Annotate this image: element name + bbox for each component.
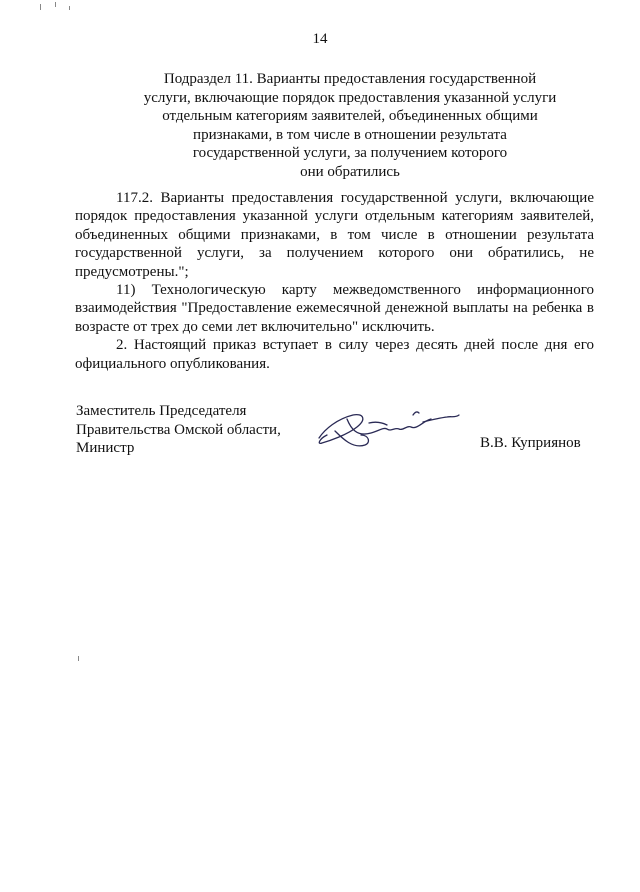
section-heading-line: отдельным категориям заявителей, объединенных общими	[162, 108, 538, 125]
section-heading-line: они обратились	[300, 163, 400, 180]
section-heading-line: признаками, в том числе в отношении результата	[193, 126, 507, 143]
paragraph-variants: 117.2. Варианты предоставления государственной услуги, включающие порядок предоставления указанной услуги отдельным категориям заявителей, объединенных общими признаками, в том числе в отношении результата государственной услуги, за получением которого они обратились, не предусмотрены.";	[75, 190, 594, 280]
paragraph-tech-card: 11) Технологическую карту межведомственного информационного взаимодействия "Предоставление ежемесячной денежной выплаты на ребенка в возрасте от трех до семи лет включительно" исключить.	[75, 282, 594, 335]
section-heading-line: государственной услуги, за получением которого	[192, 145, 508, 162]
scan-mark-left-margin	[78, 656, 79, 661]
scan-mark-top-left-3	[69, 6, 70, 10]
signatory-title-line: Заместитель Председателя	[76, 403, 247, 419]
scan-mark-top-left-2	[55, 2, 56, 7]
section-heading-line: Подраздел 11. Варианты предоставления государственной	[163, 71, 537, 87]
section-heading-line: услуги, включающие порядок предоставления указанной услуги	[143, 89, 557, 106]
signatory-title	[76, 402, 281, 458]
signatory-name: В.В. Куприянов	[480, 435, 581, 451]
scan-mark-top-left	[40, 4, 41, 10]
signatory-title-line: Правительства Омской области,	[76, 421, 281, 438]
signatory-title-line: Министр	[76, 440, 135, 457]
section-heading	[140, 70, 560, 182]
page-number: 14	[312, 31, 328, 47]
paragraph-effective-date: 2. Настоящий приказ вступает в силу через десять дней после дня его официального опубликования.	[75, 337, 594, 372]
handwritten-signature	[313, 405, 463, 455]
document-body	[75, 189, 594, 373]
